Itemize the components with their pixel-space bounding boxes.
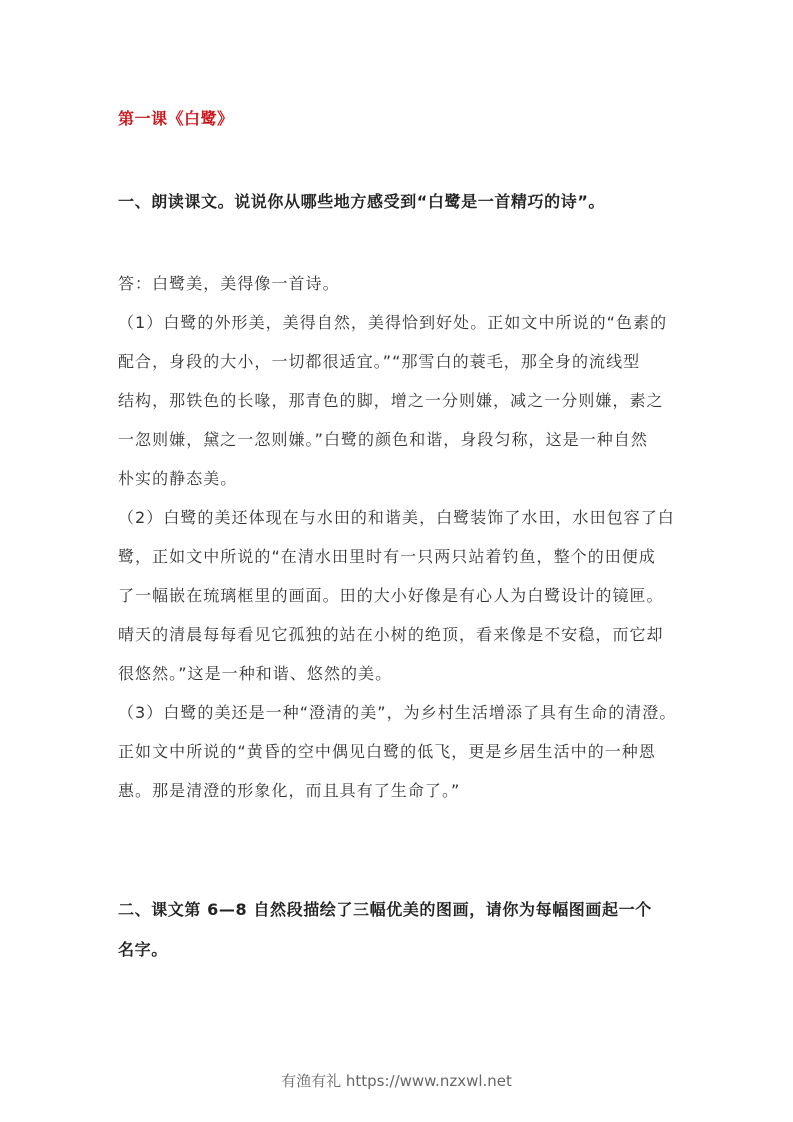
answer-line: 一忽则嫌，黛之一忽则嫌。”白鹭的颜色和谐，身段匀称，这是一种自然 — [118, 430, 648, 449]
answer-line: 朴实的静态美。 — [118, 469, 238, 488]
answer-line: （2）白鹭的美还体现在与水田的和谐美，白鹭装饰了水田，水田包容了白 — [118, 508, 675, 527]
answer-line: 答：白鹭美，美得像一首诗。 — [118, 274, 340, 293]
question-2 — [118, 898, 678, 978]
answer-line: 了一幅嵌在琉璃框里的画面。田的大小好像是有心人为白鹭设计的镜匣。 — [118, 586, 664, 605]
answer-line: 结构，那铁色的长喙，那青色的脚，增之一分则嫌，减之一分则嫌，素之 — [118, 391, 664, 410]
answer-line: 配合，身段的大小，一切都很适宜。”“那雪白的蓑毛，那全身的流线型 — [118, 352, 641, 371]
answer-line: （1）白鹭的外形美，美得自然，美得恰到好处。正如文中所说的“色素的 — [118, 313, 668, 332]
question-2-line: 名字。 — [118, 940, 168, 959]
question-2-line: 二、课文第 6—8 自然段描绘了三幅优美的图画，请你为每幅图画起一个 — [118, 900, 652, 919]
answer-line: 正如文中所说的“黄昏的空中偶见白鹭的低飞，更是乡居生活中的一种恩 — [118, 742, 656, 761]
question-1: 一、朗读课文。说说你从哪些地方感受到“白鹭是一首精巧的诗”。 — [118, 192, 606, 211]
answer-line: （3）白鹭的美还是一种“澄清的美”，为乡村生活增添了具有生命的清澄。 — [118, 703, 677, 722]
answer-line: 惠。那是清澄的形象化，而且具有了生命了。” — [118, 781, 461, 800]
answer-block — [118, 272, 678, 818]
lesson-title: 第一课《白鹭》 — [118, 109, 234, 128]
footer-watermark: 有渔有礼 https://www.nzxwl.net — [281, 1072, 512, 1090]
answer-line: 晴天的清晨每每看见它孤独的站在小树的绝顶，看来像是不安稳，而它却 — [118, 625, 664, 644]
answer-line: 鹭，正如文中所说的“在清水田里时有一只两只站着钓鱼，整个的田便成 — [118, 547, 656, 566]
answer-line: 很悠然。”这是一种和谐、悠然的美。 — [118, 664, 393, 683]
